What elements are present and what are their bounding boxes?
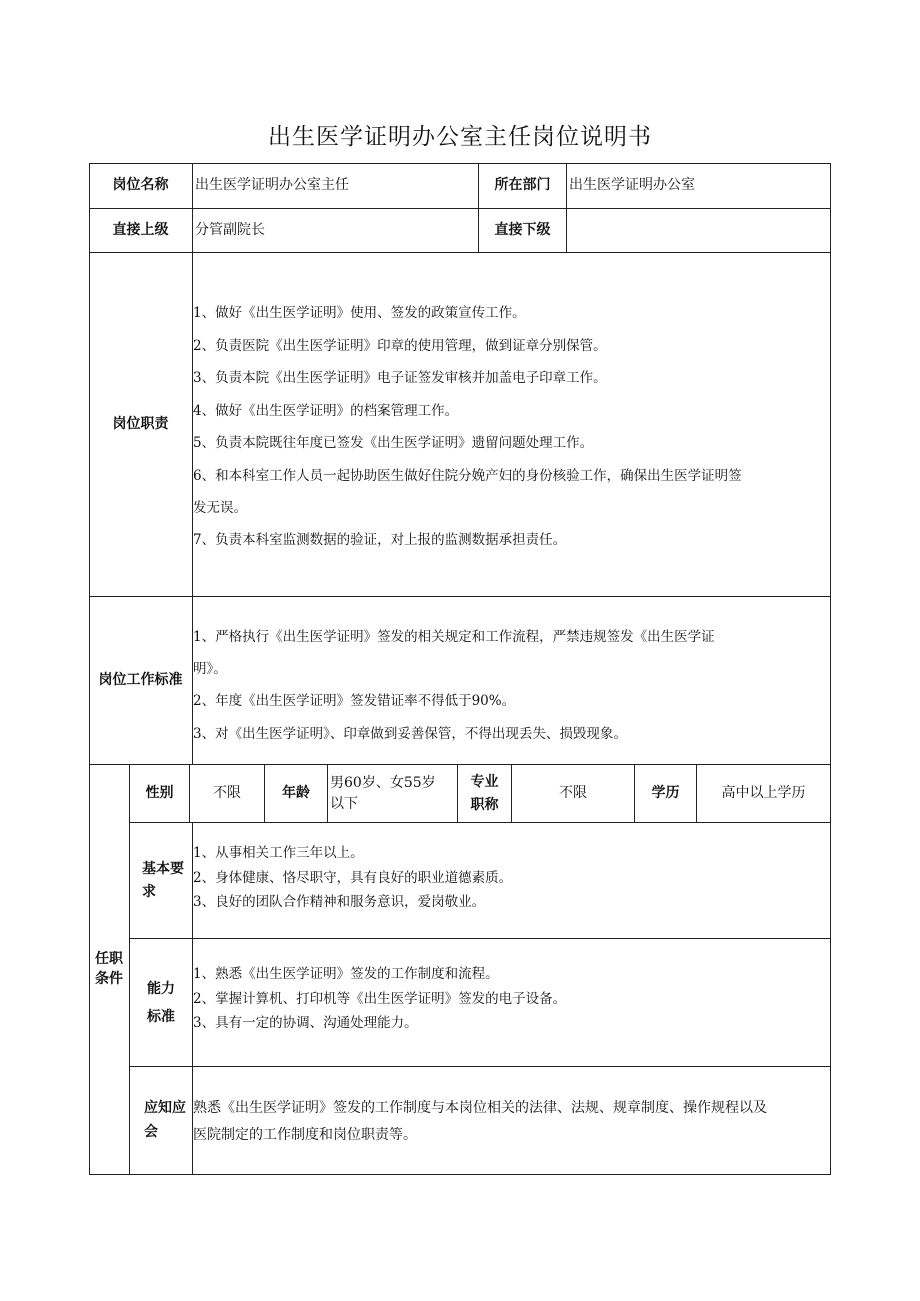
text-line: 医院制定的工作制度和岗位职责等。 [193,1127,417,1143]
list-item: 2、负责医院《出生医学证明》印章的使用管理，做到证章分别保管。 [193,337,607,354]
education-label: 学历 [651,784,680,801]
professional-title-value: 不限 [559,784,587,801]
basic-requirements-label [130,823,192,938]
qualifications-label [89,765,129,1175]
list-item: 4、做好《出生医学证明》的档案管理工作。 [193,402,459,419]
age-value-line1: 男60岁、女55岁 [330,774,436,791]
education-value: 高中以上学历 [721,784,806,801]
post-name-value: 出生医学证明办公室主任 [195,177,349,194]
duties-label: 岗位职责 [112,415,169,432]
gender-value: 不限 [213,784,241,801]
age-value-line2: 以下 [330,795,358,812]
basic-requirements-label-line1: 基本要 [142,861,184,878]
professional-title-label-line1: 专业 [470,774,499,791]
list-item: 2、掌握计算机、打印机等《出生医学证明》签发的电子设备。 [193,990,567,1007]
basic-requirements-label-line2: 求 [142,883,156,900]
list-item: 明》。 [193,661,227,677]
ability-standards-list [193,962,829,1036]
subordinate-value [567,209,830,252]
superior-value: 分管副院长 [195,221,265,238]
list-item: 3、负责本院《出生医学证明》电子证签发审核并加盖电子印章工作。 [193,370,607,386]
row-divider [129,822,831,823]
duties-list [193,297,829,556]
list-item: 6、和本科室工作人员一起协助医生做好住院分娩产妇的身份核验工作，确保出生医学证明签 [193,467,742,484]
standards-label: 岗位工作标准 [98,671,183,688]
professional-title-label [458,765,511,822]
row-divider [129,1066,831,1067]
list-item: 1、做好《出生医学证明》使用、签发的政策宣传工作。 [193,305,526,321]
list-item: 2、年度《出生医学证明》签发错证率不得低于90%。 [193,693,516,709]
required-knowledge-label-line1: 应知应 [144,1100,186,1117]
row-divider [89,596,831,597]
department-value: 出生医学证明办公室 [569,177,695,194]
row-divider [89,252,831,253]
qualifications-label-line2: 条件 [95,971,123,987]
superior-label: 直接上级 [112,221,169,238]
ability-standards-label [130,939,192,1066]
list-item: 7、负责本科室监测数据的验证，对上报的监测数据承担责任。 [193,531,567,548]
required-knowledge-text [193,1095,830,1149]
professional-title-label-line2: 职称 [470,796,499,813]
page-title: 出生医学证明办公室主任岗位说明书 [268,124,652,150]
row-divider [129,938,831,939]
list-item: 3、对《出生医学证明》、印章做到妥善保管，不得出现丢失、损毁现象。 [193,725,627,742]
gender-label: 性别 [145,784,174,801]
required-knowledge-label-line2: 会 [144,1124,158,1140]
list-item: 1、严格执行《出生医学证明》签发的相关规定和工作流程，严禁违规签发《出生医学证 [193,629,715,645]
list-item: 1、从事相关工作三年以上。 [193,845,364,861]
list-item: 3、良好的团队合作精神和服务意识，爱岗敬业。 [193,894,486,910]
age-label: 年龄 [282,784,310,801]
basic-requirements-list [193,841,829,915]
list-item: 2、身体健康、恪尽职守，具有良好的职业道德素质。 [193,869,513,886]
ability-standards-label-line2: 标准 [147,1008,175,1025]
required-knowledge-label [130,1067,192,1175]
text-line: 熟悉《出生医学证明》签发的工作制度与本岗位相关的法律、法规、规章制度、操作规程以及 [193,1100,767,1116]
list-item: 5、负责本院既往年度已签发《出生医学证明》遗留问题处理工作。 [193,435,594,451]
subordinate-label: 直接下级 [494,221,551,238]
list-item: 1、熟悉《出生医学证明》签发的工作制度和流程。 [193,966,499,982]
list-item: 发无误。 [193,499,247,516]
standards-list [193,621,829,750]
age-value [328,765,457,822]
post-name-label: 岗位名称 [112,177,169,194]
list-item: 3、具有一定的协调、沟通处理能力。 [193,1015,418,1031]
ability-standards-label-line1: 能力 [147,980,175,997]
qualifications-label-line1: 任职 [95,951,123,968]
department-label: 所在部门 [494,177,551,194]
